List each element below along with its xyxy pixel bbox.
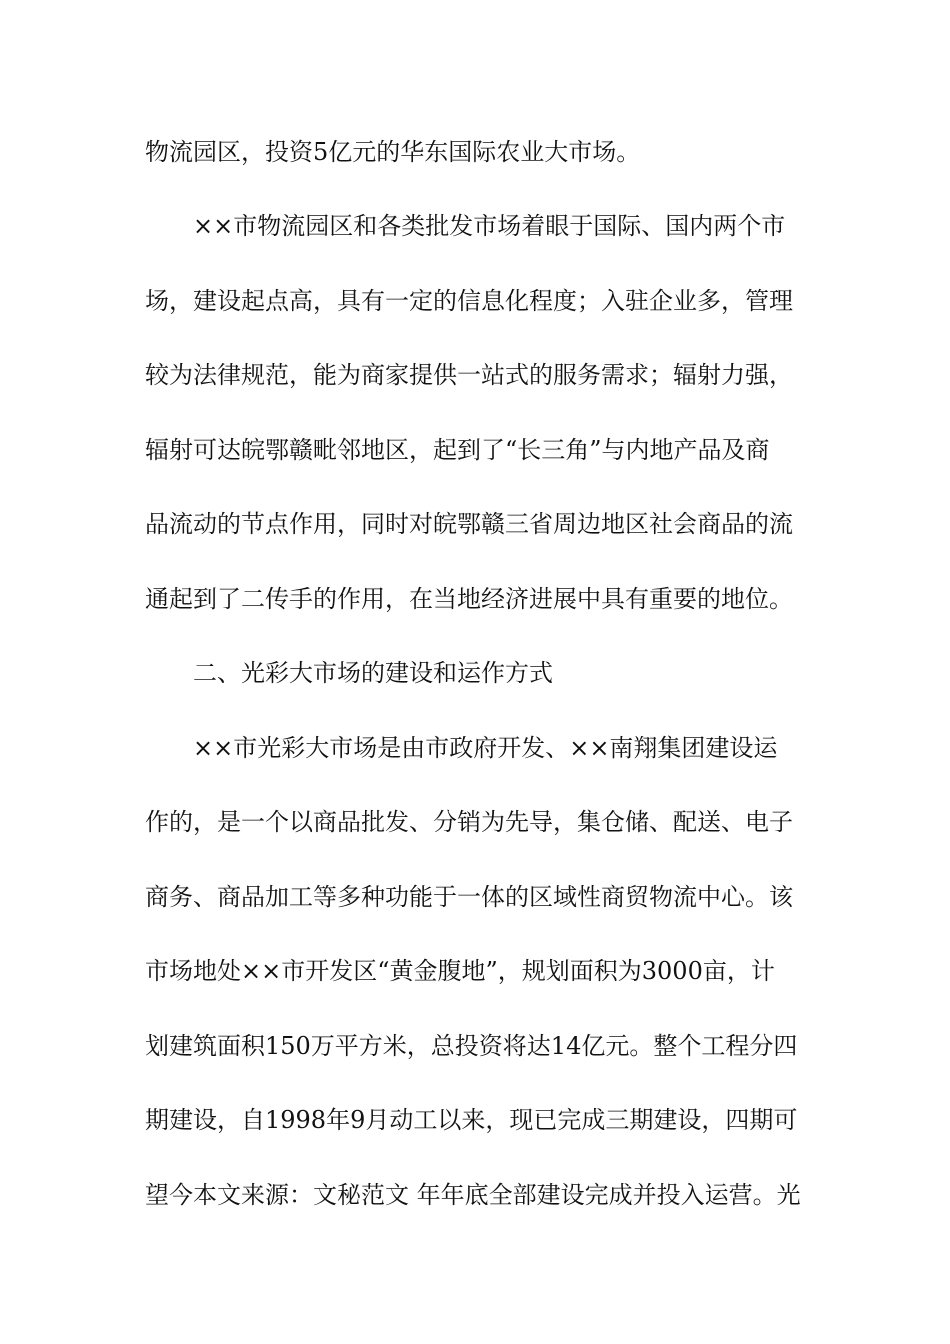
paragraph-line: 物流园区，投资5亿元的华东国际农业大市场。 (145, 138, 641, 166)
paragraph-line: 辐射可达皖鄂赣毗邻地区，起到了“长三角”与内地产品及商 (145, 436, 770, 464)
paragraph-line: 作的，是一个以商品批发、分销为先导，集仓储、配送、电子 (145, 808, 793, 836)
paragraph-line: 划建筑面积150万平方米，总投资将达14亿元。整个工程分四 (145, 1032, 798, 1060)
paragraph-line: 期建设，自1998年9月动工以来，现已完成三期建设，四期可 (145, 1106, 798, 1134)
paragraph-line: ××市物流园区和各类批发市场着眼于国际、国内两个市 (193, 212, 786, 240)
paragraph-line: 商务、商品加工等多种功能于一体的区域性商贸物流中心。该 (145, 883, 793, 911)
paragraph-line: ××市光彩大市场是由市政府开发、××南翔集团建设运 (193, 734, 778, 762)
paragraph-line: 场，建设起点高，具有一定的信息化程度；入驻企业多，管理 (145, 287, 793, 315)
paragraph-line: 通起到了二传手的作用，在当地经济进展中具有重要的地位。 (145, 585, 793, 613)
section-heading: 二、光彩大市场的建设和运作方式 (193, 659, 553, 687)
paragraph-line: 较为法律规范，能为商家提供一站式的服务需求；辐射力强， (145, 361, 793, 389)
paragraph-line: 品流动的节点作用，同时对皖鄂赣三省周边地区社会商品的流 (145, 510, 793, 538)
paragraph-line: 望今本文来源：文秘范文 年年底全部建设完成并投入运营。光 (145, 1181, 801, 1209)
paragraph-line: 市场地处××市开发区“黄金腹地”，规划面积为3000亩，计 (145, 957, 775, 985)
